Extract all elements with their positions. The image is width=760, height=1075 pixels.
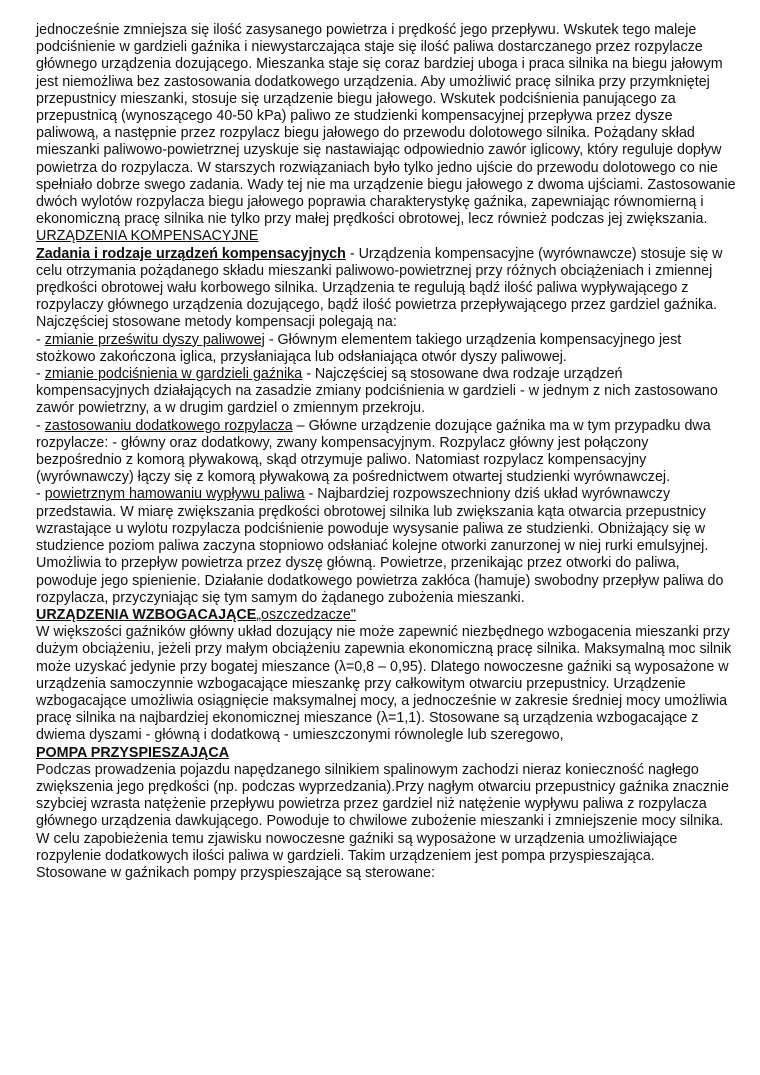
method-text: - Głównym elementem takiego urządzenia kompensacyjnego jest stożkowo zakończona iglica, przysłaniająca lub odsłaniająca otwór dyszy paliwowej. [36, 331, 682, 365]
intro-paragraph: jednocześnie zmniejsza się ilość zasysanego powietrza i prędkość jego przepływu. Wskutek tego maleje podciśnienie w gardzieli gaźnika i niewystarczająca staje się ilość paliwa dostarczanego przez rozpylacze głównego urządzenia dozującego. Mieszanka staje się coraz bardziej uboga i praca silnika na biegu jałowym jest niemożliwa bez zastosowania dodatkowego urządzenia. Aby umożliwić pracę silnika przy przymkniętej przepustnicy mieszanki, stosuje się urządzenie biegu jałowego. Wskutek podciśnienia panującego za przepustnicą (wynoszącego 40-50 kPa) paliwo ze studzienki kompensacyjnej przepływa przez dysze paliwową, a następnie przez rozpylacz biegu jałowego do przewodu dolotowego silnika. Pożądany skład mieszanki paliwowo-powietrznej uzyskuje się nastawiając odpowiednio zawór iglicowy, który reguluje dopływ powietrza do rozpylacza. W starszych rozwiązaniach było tylko jedno ujście do przewodu dolotowego co nie spełniało dobrze swego zadania. Wady tej nie ma urządzenie biegu jałowego z dwoma ujściami. Zastosowanie dwóch wylotów rozpylacza biegu jałowego poprawia charakterystykę gaźnika, zapewniając równomierną i ekonomiczną pracę silnika nie tylko przy małej prędkości obrotowej, lecz również podczas jej zwiększania. [36, 22, 736, 228]
method-prefix: - [36, 331, 45, 348]
method-text: - Najbardziej rozpowszechniony dziś układ wyrównawczy przedstawia. W miarę zwiększania prędkości obrotowej silnika lub zwiększania kąta otwarcia przepustnicy wzrastające u wylotu rozpylacza podciśnienie powoduje wysysanie paliwa ze studzienki. Obniżający się w studzience poziom paliwa zaczyna stopniowo odsłaniać kolejne otworki zanurzonej w niej rurki emulsyjnej. Umożliwia to przepływ powietrza przez dyszę główną. Powietrze, przenikając przez otworki do paliwa, powoduje jego spienienie. Działanie dodatkowego powietrza zakłóca (hamuje) swobodny przepływ paliwa do rozpylacza, przyczyniając się tym samym do żądanego zubożenia mieszanki. [36, 486, 724, 606]
compensation-subheading: Zadania i rodzaje urządzeń kompensacyjnych [36, 245, 346, 262]
method-title: powietrznym hamowaniu wypływu paliwa [44, 486, 305, 503]
pump-heading: POMPA PRZYSPIESZAJĄCA [36, 744, 230, 761]
method-item [36, 418, 736, 487]
compensation-heading: URZĄDZENIA KOMPENSACYJNE [36, 228, 259, 245]
method-prefix: - [36, 366, 45, 383]
compensation-description-text: - Urządzenia kompensacyjne (wyrównawcze) stosuje się w celu otrzymania pożądanego składu mieszanki paliwowo-powietrznej przy różnych obciążeniach i zmiennej prędkości obrotowej wału korbowego silnika. Urządzenia te regulują bądź ilość paliwa wypływającego z rozpylaczy głównego urządzenia dozującego, bądź ilość powietrza przepływającego przez gardziel gaźnika. [36, 245, 723, 314]
methods-intro: Najczęściej stosowane metody kompensacji polegają na: [36, 314, 397, 331]
pump-closing: Stosowane w gaźnikach pompy przyspieszające są sterowane: [36, 864, 435, 881]
method-title: zastosowaniu dodatkowego rozpylacza [44, 417, 293, 434]
pump-paragraph: Podczas prowadzenia pojazdu napędzanego silnikiem spalinowym zachodzi nieraz konieczność nagłego zwiększenia jego prędkości (np. podczas wyprzedzania).Przy nagłym otwarciu przepustnicy gaźnika znacznie szybciej wzrasta natężenie przepływu powietrza przez gardziel niż natężenie wypływu paliwa z rozpylacza głównego urządzenia dawkującego. Powoduje to chwilowe zubożenie mieszanki i zmniejszenie mocy silnika. W celu zapobieżenia temu zjawisku nowoczesne gaźniki są wyposażone w urządzenia umożliwiające rozpylenie dodatkowych ilości paliwa w gardzieli. Takim urządzeniem jest pompa przyspieszająca. [36, 761, 729, 864]
method-item [36, 486, 736, 606]
method-item [36, 366, 736, 418]
enrichment-heading-title: URZĄDZENIA WZBOGACAJĄCE [36, 606, 257, 623]
compensation-description [36, 246, 736, 315]
method-text: – Główne urządzenie dozujące gaźnika ma w tym przypadku dwa rozpylacze: - główny oraz dodatkowy, zwany kompensacyjnym. Rozpylacz główny jest połączony bezpośrednio z komorą pływakową, skąd otrzymuje paliwo. Natomiast rozpylacz kompensacyjny (wyrównawczy) łączy się z komorą pływakową za pośrednictwem otwartej studzienki wyrównawczej. [36, 417, 711, 486]
method-title: zmianie prześwitu dyszy paliwowej [44, 331, 265, 348]
enrichment-paragraph: W większości gaźników główny układ dozujący nie może zapewnić niezbędnego wzbogacenia mieszanki przy dużym obciążeniu, jeżeli przy małym obciążeniu zapewnia ekonomiczną pracę silnika. Maksymalną moc silnik może uzyskać jedynie przy bogatej mieszance (λ=0,8 – 0,95). Dlatego nowoczesne gaźniki są wyposażone w urządzenia samoczynnie wzbogacające mieszankę przy całkowitym otwarciu przepustnicy. Urządzenie wzbogacające umożliwia osiągnięcie maksymalnej mocy, a jednocześnie w zakresie średniej mocy umożliwia pracę silnika na najbardziej ekonomicznej mieszance (λ=1,1). Stosowane są urządzenia wzbogacające z dwiema dyszami - główną i dodatkową - umieszczonymi równolegle lub szeregowo, [36, 624, 732, 744]
method-item [36, 332, 736, 366]
method-prefix: - [36, 417, 45, 434]
document-page [36, 22, 736, 882]
enrichment-heading [36, 607, 736, 624]
enrichment-heading-suffix: „oszczedzacze" [256, 606, 356, 623]
method-title: zmianie podciśnienia w gardzieli gaźnika [44, 366, 303, 383]
method-text: - Najczęściej są stosowane dwa rodzaje urządzeń kompensacyjnych działających na zasadzie zmiany podciśnienia w gardzieli - w jednym z nich zastosowano zawór powietrzny, a w drugim gardziel o zmiennym przekroju. [36, 366, 718, 417]
method-prefix: - [36, 486, 45, 503]
